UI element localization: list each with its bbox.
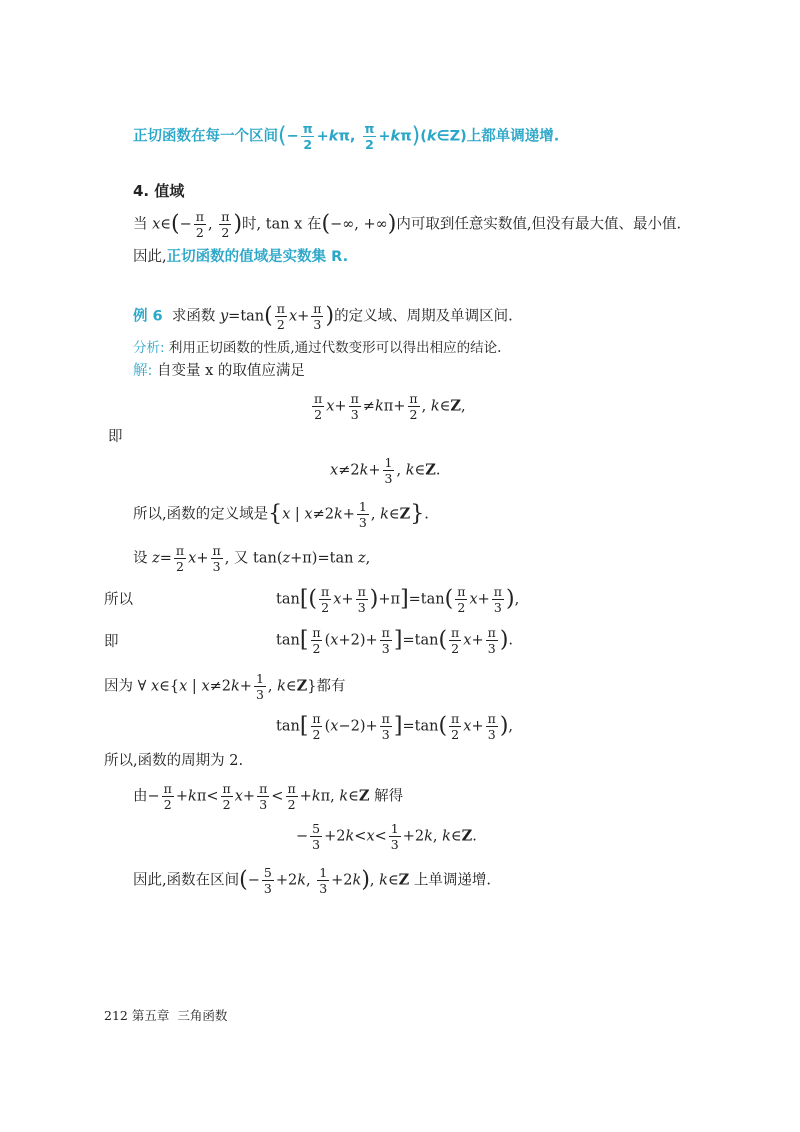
analysis-label: 分析: xyxy=(133,340,165,356)
suoyi-label: 所以 xyxy=(104,592,133,608)
domain-line: 所以,函数的定义域是{x | x≠2k+ $\frac{1}{3}$ , k∈Z}. xyxy=(133,499,429,531)
page-footer xyxy=(104,1010,227,1023)
range-conclusion: 因此,正切函数的值域是实数集 R. xyxy=(133,249,349,265)
solution-label: 解: xyxy=(133,363,153,379)
example-label: 例 6 xyxy=(133,308,163,325)
tan-monotonic-text-end: 上都单调递增. xyxy=(466,128,560,145)
tan-monotonic-statement: 正切函数在每一个区间(− $\frac{\pi}{2}$ +kπ, $\frac{\pi}{2}$ +kπ)(k∈Z)上都单调递增. xyxy=(133,121,560,153)
formula-tan-x-minus-2: tan[ $\frac{\pi}{2}$ (x−2)+ $\frac{\pi}{3}$ ]=tan( $\frac{\pi}{2}$ x+ $\frac{\pi}{3}$ ), xyxy=(276,711,514,743)
formula-tan-x-plus-2: tan[ $\frac{\pi}{2}$ (x+2)+ $\frac{\pi}{3}$ ]=tan( $\frac{\pi}{2}$ x+ $\frac{\pi}{3}$ ). xyxy=(276,625,514,657)
analysis-line: 分析: 利用正切函数的性质,通过代数变形可以得出相应的结论. xyxy=(133,340,502,356)
ji-label-1: 即 xyxy=(108,429,123,445)
page-number: 212 xyxy=(104,1008,128,1023)
range-statement: 正切函数的值域是实数集 R. xyxy=(166,249,349,265)
ji-label-2: 即 xyxy=(104,634,119,650)
chapter-title: 三角函数 xyxy=(177,1008,228,1023)
formula-x-interval: − $\frac{5}{3}$ +2k<x< $\frac{1}{3}$ +2k, k∈Z. xyxy=(296,821,477,853)
period-line: 所以,函数的周期为 2. xyxy=(104,753,244,769)
example-problem: 例 6 求函数 y=tan( $\frac{\pi}{2}$ x+ $\frac{\pi}{3}$ )的定义域、周期及单调区间. xyxy=(133,301,513,333)
range-paragraph: 当 x∈(− $\frac{\pi}{2}$ , $\frac{\pi}{2}$ )时, tan x 在(−∞, +∞)内可取到任意实数值,但没有最大值、最小值. xyxy=(133,209,682,241)
formula-condition: $\frac{\pi}{2}$ x+ $\frac{\pi}{3}$ ≠kπ+ $\frac{\pi}{2}$ , k∈Z, xyxy=(314,391,466,423)
solution-line: 解: 自变量 x 的取值应满足 xyxy=(133,363,305,379)
monotonic-inequality: 由− $\frac{\pi}{2}$ +kπ< $\frac{\pi}{2}$ x+ $\frac{\pi}{3}$ < $\frac{\pi}{2}$ +kπ, k∈Z 解得 xyxy=(133,781,404,813)
chapter-label: 第五章 xyxy=(131,1008,170,1023)
formula-x-condition: x≠2k+ $\frac{1}{3}$ , k∈Z. xyxy=(330,455,441,487)
because-line: 因为 ∀ x∈{x | x≠2k+ $\frac{1}{3}$ , k∈Z}都有 xyxy=(104,671,346,703)
section-heading: 4. 值域 xyxy=(133,182,185,200)
conclusion-line: 因此,函数在区间(− $\frac{5}{3}$ +2k, $\frac{1}{3}$ +2k), k∈Z 上单调递增. xyxy=(133,865,491,897)
let-z-line: 设 z= $\frac{\pi}{2}$ x+ $\frac{\pi}{3}$ , 又 tan(z+π)=tan z, xyxy=(133,543,371,575)
formula-tan-shift: tan[( $\frac{\pi}{2}$ x+ $\frac{\pi}{3}$ )+π]=tan( $\frac{\pi}{2}$ x+ $\frac{\pi}{3}$ ), xyxy=(276,584,520,616)
tan-monotonic-text: 正切函数在每一个区间 xyxy=(133,128,278,145)
